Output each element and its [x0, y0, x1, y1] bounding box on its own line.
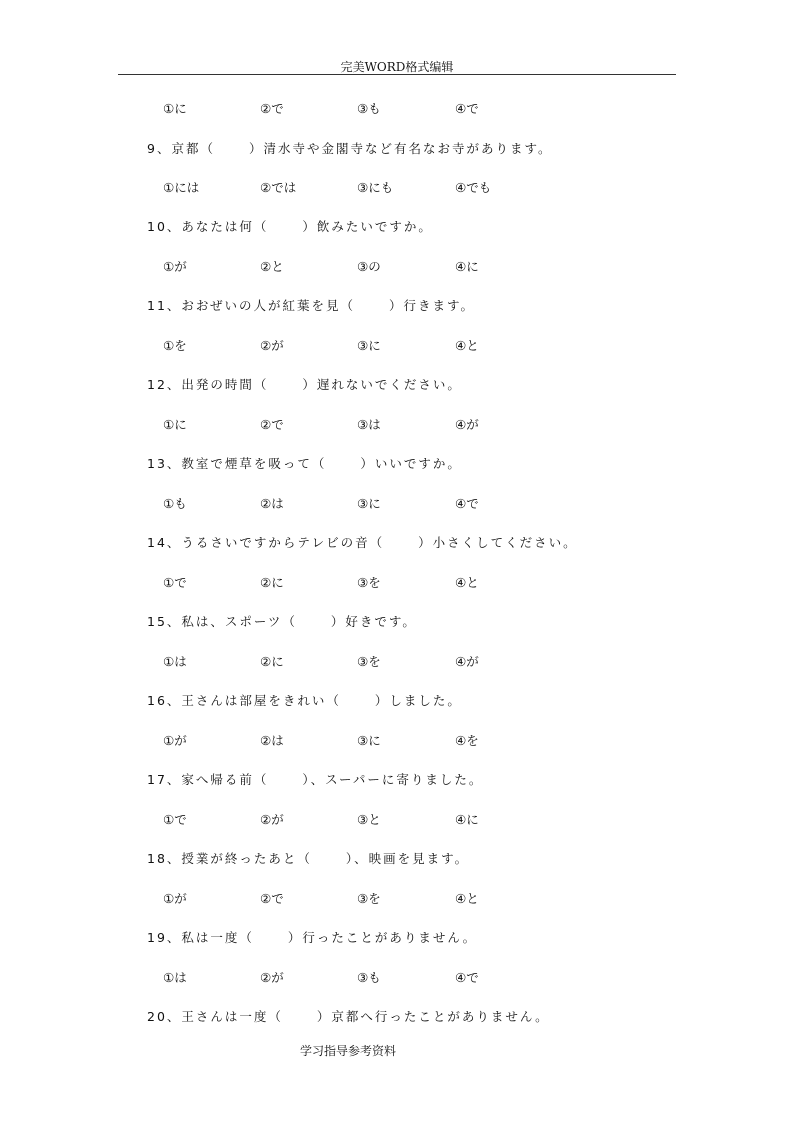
question-number: 17 [147, 772, 167, 787]
option-2: ②が [260, 970, 284, 985]
option-4: ④が [455, 654, 479, 669]
options-row-16 [163, 731, 583, 747]
option-1: ①が [163, 733, 187, 748]
option-2: ②で [260, 417, 284, 432]
option-4: ④を [455, 733, 479, 748]
question-text-before: 、出発の時間（ [166, 377, 269, 392]
option-2: ②が [260, 812, 284, 827]
question-20 [147, 1007, 550, 1025]
page-header: 完美WORD格式编辑 [340, 60, 454, 74]
question-text-after: ）行ったことがありません。 [287, 930, 478, 945]
question-text-after: ）好きです。 [330, 614, 417, 629]
option-2: ②で [260, 891, 284, 906]
options-row-13 [163, 494, 583, 510]
question-14 [147, 533, 578, 551]
option-3: ③の [357, 259, 381, 274]
option-3: ③に [357, 338, 381, 353]
option-4: ④に [455, 259, 479, 274]
option-3: ③を [357, 575, 381, 590]
question-text-after: ）いいですか。 [360, 456, 462, 471]
option-4: ④と [455, 338, 479, 353]
option-4: ④と [455, 575, 479, 590]
question-text-before: 、授業が終ったあと（ [166, 851, 312, 866]
question-number: 15 [147, 614, 167, 629]
options-row-17 [163, 810, 583, 826]
question-number: 14 [147, 535, 167, 550]
header-rule [118, 74, 676, 75]
options-row-19 [163, 968, 583, 984]
question-text-after: ）小さくしてください。 [418, 535, 578, 550]
option-1: ①に [163, 101, 187, 116]
question-12 [147, 375, 462, 393]
option-4: ④と [455, 891, 479, 906]
option-2: ②に [260, 654, 284, 669]
question-text-after: ）、スーパーに寄りました。 [302, 772, 484, 787]
question-text-before: 、教室で煙草を吸って（ [166, 456, 327, 471]
option-1: ①に [163, 417, 187, 432]
option-1: ①で [163, 812, 187, 827]
option-3: ③を [357, 654, 381, 669]
option-1: ①も [163, 496, 187, 511]
options-row-11 [163, 336, 583, 352]
question-text-before: 、王さんは一度（ [166, 1009, 283, 1024]
question-text-before: 、京都（ [156, 141, 215, 156]
question-13 [147, 454, 462, 472]
question-number: 13 [147, 456, 167, 471]
option-4: ④で [455, 101, 479, 116]
option-3: ③も [357, 970, 381, 985]
option-3: ③に [357, 496, 381, 511]
options-row-18 [163, 889, 583, 905]
option-3: ③も [357, 101, 381, 116]
option-4: ④で [455, 970, 479, 985]
question-text-before: 、私は一度（ [166, 930, 254, 945]
question-text-before: 、家へ帰る前（ [166, 772, 269, 787]
question-text-after: ）、映画を見ます。 [345, 851, 470, 866]
option-3: ③と [357, 812, 381, 827]
option-3: ③に [357, 733, 381, 748]
option-1: ①は [163, 970, 187, 985]
options-row-14 [163, 573, 583, 589]
option-3: ③は [357, 417, 381, 432]
question-number: 19 [147, 930, 167, 945]
question-text-after: ）行きます。 [389, 298, 476, 313]
question-text-after: ）京都へ行ったことがありません。 [316, 1009, 550, 1024]
option-3: ③を [357, 891, 381, 906]
question-15 [147, 612, 417, 630]
option-4: ④が [455, 417, 479, 432]
question-text-before: 、うるさいですからテレビの音（ [166, 535, 385, 550]
option-4: ④で [455, 496, 479, 511]
question-number: 9 [147, 141, 157, 156]
question-text-after: ）しました。 [374, 693, 462, 708]
question-text-before: 、王さんは部屋をきれい（ [166, 693, 341, 708]
option-1: ①は [163, 654, 187, 669]
options-row-12 [163, 415, 583, 431]
option-4: ④でも [455, 180, 492, 195]
option-1: ①が [163, 259, 187, 274]
question-number: 12 [147, 377, 167, 392]
options-row-9 [163, 178, 583, 194]
question-number: 10 [147, 219, 167, 234]
question-text-after: ）飲みたいですか。 [302, 219, 433, 234]
question-number: 16 [147, 693, 167, 708]
question-11 [147, 296, 475, 314]
question-9 [147, 139, 552, 157]
question-text-before: 、あなたは何（ [166, 219, 269, 234]
option-2: ②で [260, 101, 284, 116]
question-17 [147, 770, 483, 788]
question-text-after: ）清水寺や金閣寺など有名なお寺があります。 [248, 141, 553, 156]
question-number: 18 [147, 851, 167, 866]
option-3: ③にも [357, 180, 394, 195]
option-2: ②に [260, 575, 284, 590]
option-2: ②では [260, 180, 297, 195]
question-text-before: 、おおぜいの人が紅葉を見（ [166, 298, 356, 313]
options-row-10 [163, 257, 583, 273]
option-2: ②は [260, 733, 284, 748]
option-1: ①で [163, 575, 187, 590]
question-number: 11 [147, 298, 167, 313]
option-4: ④に [455, 812, 479, 827]
page-footer: 学习指导参考资料 [300, 1044, 397, 1058]
option-2: ②は [260, 496, 284, 511]
option-1: ①には [163, 180, 200, 195]
option-1: ①を [163, 338, 187, 353]
question-number: 20 [147, 1009, 167, 1024]
options-row-15 [163, 652, 583, 668]
question-16 [147, 691, 462, 709]
option-1: ①が [163, 891, 187, 906]
question-text-before: 、私は、スポーツ（ [166, 614, 297, 629]
option-2: ②が [260, 338, 284, 353]
question-10 [147, 217, 433, 235]
question-19 [147, 928, 477, 946]
question-18 [147, 849, 469, 867]
option-2: ②と [260, 259, 284, 274]
question-text-after: ）遅れないでください。 [302, 377, 462, 392]
options-row-8 [163, 99, 583, 115]
